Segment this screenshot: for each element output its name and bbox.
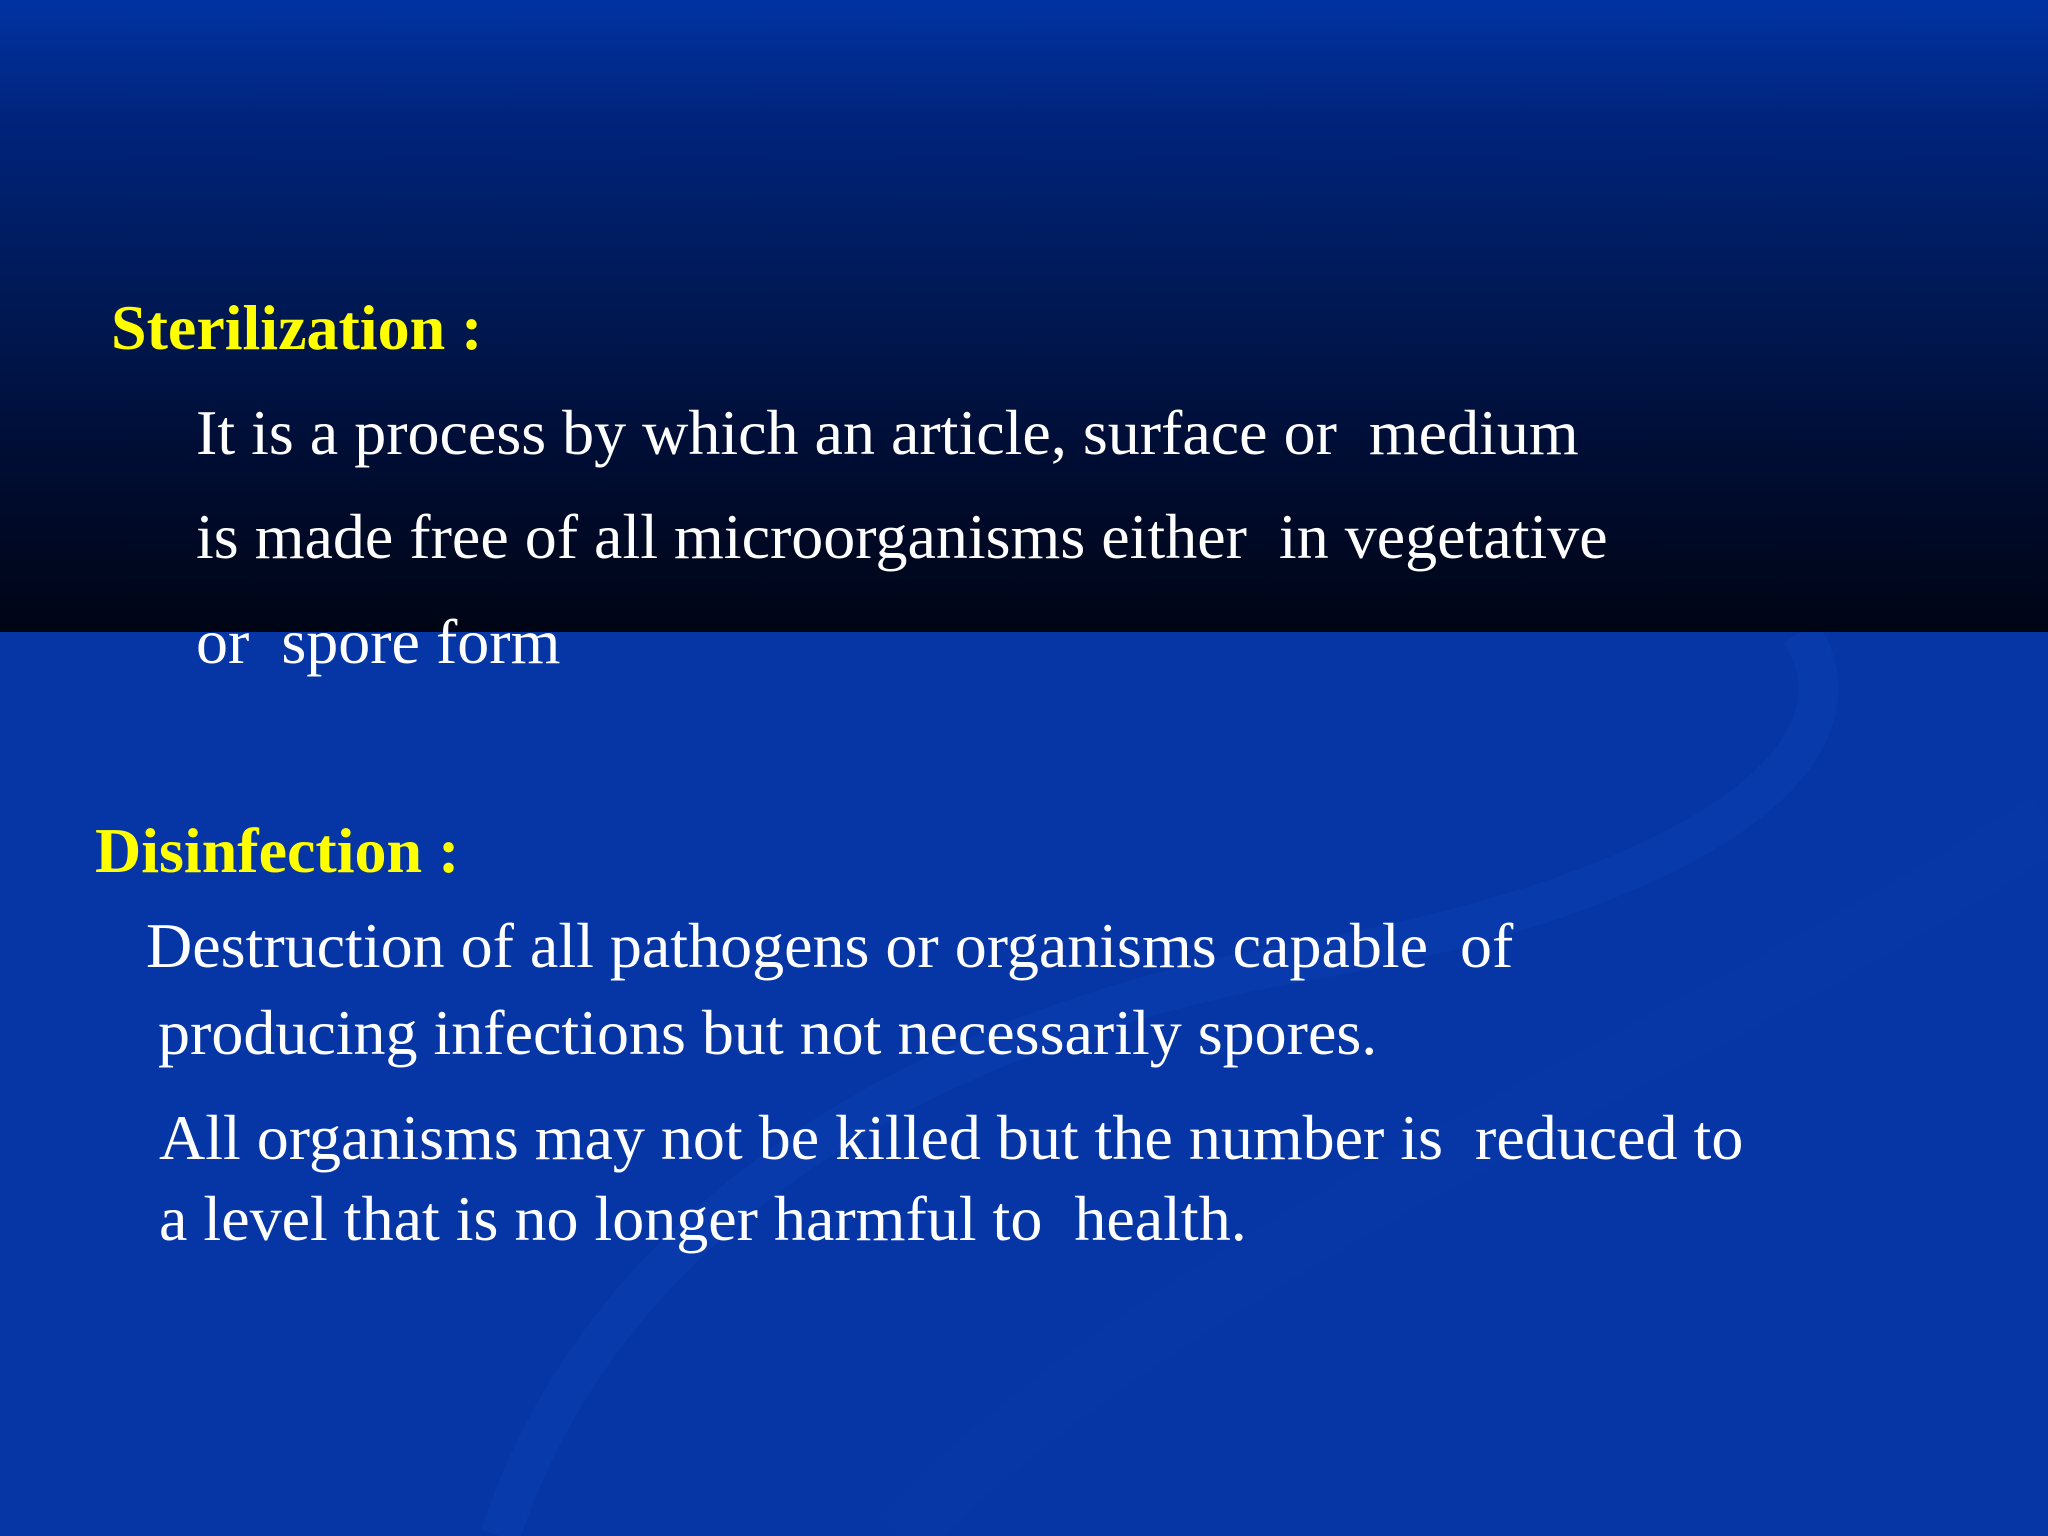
disinfection-line-2: producing infections but not necessarily spores. [158, 997, 1378, 1068]
sterilization-line-2: is made free of all microorganisms either in vegetative [196, 501, 1608, 572]
disinfection-line-4: a level that is no longer harmful to health. [159, 1183, 1247, 1254]
disinfection-heading: Disinfection : [95, 815, 460, 886]
sterilization-line-1: It is a process by which an article, surface or medium [196, 397, 1579, 468]
sterilization-heading: Sterilization : [111, 292, 483, 363]
disinfection-line-3: All organisms may not be killed but the number is reduced to [159, 1102, 1744, 1173]
disinfection-line-1: Destruction of all pathogens or organisms capable of [146, 910, 1514, 981]
decorative-swoosh [0, 632, 2048, 1536]
sterilization-line-3: or spore form [196, 606, 561, 677]
